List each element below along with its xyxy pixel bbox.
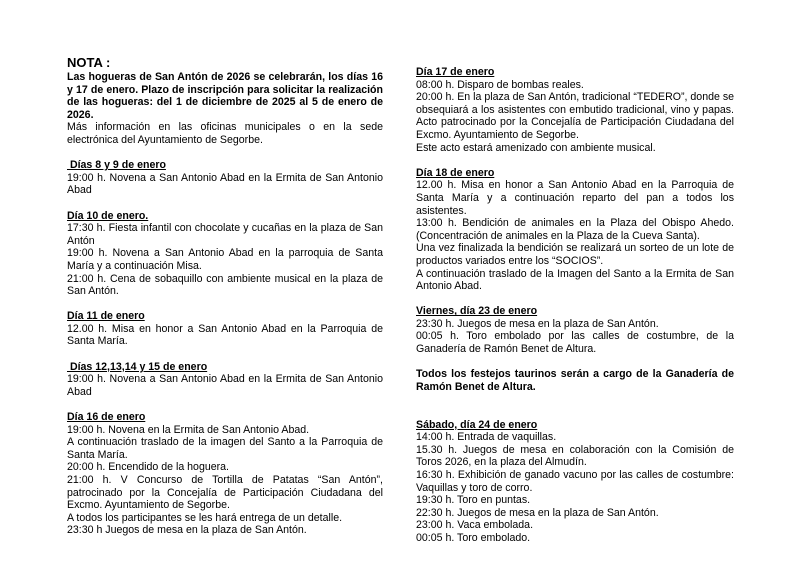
section-heading: Días 8 y 9 de enero <box>67 159 166 172</box>
event-line: 00:05 h. Toro embolado por las calles de costumbre, de la Ganadería de Ramón Benet de Altura. <box>416 330 734 356</box>
event-line: 17:30 h. Fiesta infantil con chocolate y cucañas en la plaza de San Antón <box>67 222 383 247</box>
event-line: 19:00 h. Novena a San Antonio Abad en la Ermita de San Antonio Abad <box>67 171 383 197</box>
event-line: 08:00 h. Disparo de bombas reales. <box>416 78 584 91</box>
section-heading: Día 16 de enero <box>67 411 146 424</box>
event-line: 12.00 h. Misa en honor a San Antonio Abad en la Parroquia de Santa María. <box>67 322 383 348</box>
event-line: 16:30 h. Exhibición de ganado vacuno por las calles de costumbre: Vaquillas y toro de corro. <box>416 469 734 494</box>
event-line: A continuación traslado de la Imagen del Santo a la Ermita de San Antonio Abad. <box>416 267 734 293</box>
event-line: 19:00 h. Novena a San Antonio Abad en la Ermita de San Antonio Abad <box>67 373 383 398</box>
event-line: 23:30 h. Juegos de mesa en la plaza de San Antón. <box>416 317 659 330</box>
nota-title: NOTA : <box>67 55 111 70</box>
section-heading: Viernes, día 23 de enero <box>416 305 538 318</box>
event-line: Una vez finalizada la bendición se realizará un sorteo de un lote de productos variados entre los “SOCIOS”. <box>416 242 734 267</box>
nota-registration-text: Las hogueras de San Antón de 2026 se celebrarán, los días 16 y 17 de enero. Plazo de inscripción para solicitar la realización de las hogueras: del 1 de diciembre de 2025 al 5 de enero de 2026. <box>67 71 383 121</box>
event-line: 21:00 h. Cena de sobaquillo con ambiente musical en la plaza de San Antón. <box>67 272 383 298</box>
section-dias-12-15 <box>67 361 383 399</box>
section-dia-16 <box>67 411 383 537</box>
event-line: 00:05 h. Toro embolado. <box>416 531 531 544</box>
section-dias-8-9 <box>67 159 383 197</box>
event-line: 23:00 h. Vaca embolada. <box>416 519 534 532</box>
section-dia-11 <box>67 310 383 348</box>
left-column <box>67 56 383 537</box>
nota-info-text: Más información en las oficinas municipales o en la sede electrónica del Ayuntamiento de Segorbe. <box>67 121 383 146</box>
section-dia-10 <box>67 210 383 298</box>
section-heading: Sábado, día 24 de enero <box>416 418 538 431</box>
event-line: A continuación traslado de la imagen del Santo a la Parroquia de Santa María. <box>67 436 383 461</box>
event-line: 21:00 h. V Concurso de Tortilla de Patatas “San Antón”, patrocinado por la Concejalía de Participación Ciudadana del Excmo. Ayuntamiento de Segorbe. <box>67 474 383 512</box>
event-line: 12.00 h. Misa en honor a San Antonio Abad en la Parroquia de Santa María y a continuación reparto del pan a todos los asistentes. <box>416 179 734 217</box>
section-viernes-23 <box>416 305 734 355</box>
section-heading: Día 10 de enero. <box>67 209 149 222</box>
event-line: 13:00 h. Bendición de animales en la Plaza del Obispo Ahedo. (Concentración de animales en la Plaza de la Cueva Santa). <box>416 217 734 242</box>
section-heading: Día 11 de enero <box>67 310 145 323</box>
event-line: 15.30 h. Juegos de mesa en colaboración con la Comisión de Toros 2026, en la plaza del Almudín. <box>416 443 734 469</box>
right-column <box>416 66 734 545</box>
event-line: 19:30 h. Toro en puntas. <box>416 494 531 507</box>
event-line: 23:30 h Juegos de mesa en la plaza de San Antón. <box>67 524 307 537</box>
section-dia-18 <box>416 167 734 293</box>
event-line: Este acto estará amenizado con ambiente musical. <box>416 141 656 154</box>
section-sabado-24 <box>416 419 734 545</box>
section-heading: Días 12,13,14 y 15 de enero <box>67 360 208 373</box>
section-dia-17 <box>416 66 734 154</box>
event-line: A todos los participantes se les hará entrega de un detalle. <box>67 511 343 524</box>
event-line: 19:00 h. Novena a San Antonio Abad en la parroquia de Santa María y a continuación Misa. <box>67 247 383 272</box>
section-heading: Día 17 de enero <box>416 66 495 78</box>
taurine-note: Todos los festejos taurinos serán a cargo de la Ganadería de Ramón Benet de Altura. <box>416 368 734 393</box>
event-line: 22:30 h. Juegos de mesa en la plaza de San Antón. <box>416 506 659 519</box>
event-line: 19:00 h. Novena en la Ermita de San Antonio Abad. <box>67 423 310 436</box>
event-line: 14:00 h. Entrada de vaquillas. <box>416 431 557 444</box>
event-line: 20:00 h. En la plaza de San Antón, tradicional “TEDERO”, donde se obsequiará a los asistentes con embutido tradicional, vino y papas. Acto patrocinado por la Concejalía de Participación Ciudadana del Excmo. Ayuntamiento de Segorbe. <box>416 91 735 141</box>
event-line: 20:00 h. Encendido de la hoguera. <box>67 461 229 474</box>
section-heading: Día 18 de enero <box>416 166 495 179</box>
